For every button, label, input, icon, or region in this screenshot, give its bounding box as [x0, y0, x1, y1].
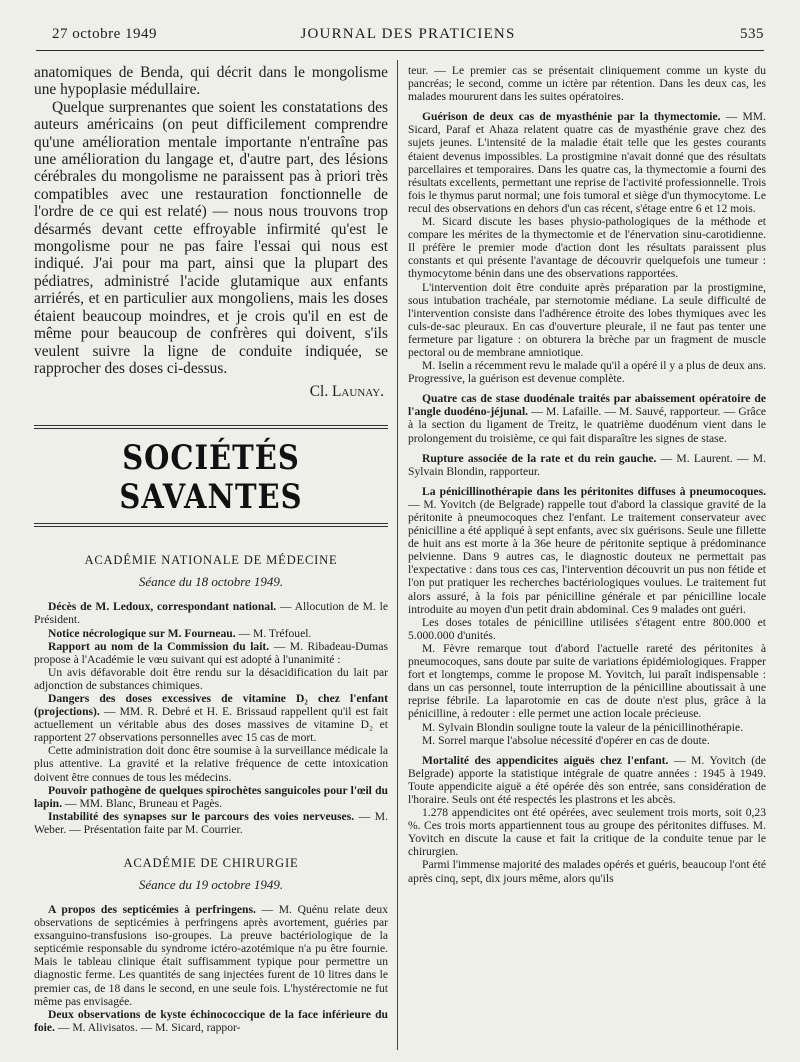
- report-item: Instabilité des synapses sur le parcours des voies nerveuses. — M. Weber. — Présentation faite par M. Courrier.: [34, 809, 388, 836]
- report-item: Cette administration doit donc être soumise à la surveillance médicale la plus attentive. La gravité et la relative fréquence de cette intoxication doivent être connues de tous les médecins.: [34, 744, 388, 784]
- report-item: Rupture associée de la rate et du rein gauche. — M. Laurent. — M. Sylvain Blondin, rapporteur.: [408, 451, 766, 478]
- signature-initial: Cl.: [309, 383, 329, 401]
- report-item: Quatre cas de stase duodénale traités par abaissement opératoire de l'angle duodéno-jéjunal. — M. Lafaille. — M. Sauvé, rapporteur. — Grâce à la section du ligament de Treitz, le quatrième duodénum vient dans le prolongement du troisième, ce qui fait disparaître les signes de stase.: [408, 392, 766, 445]
- section-rule: [34, 425, 388, 429]
- report-item: M. Fèvre remarque tout d'abord l'actuelle rareté des péritonites à pneumocoques, sans doute par suite de variations épidémiologiques. Frapper fort et longtemps, comme le propose M. Yovitch, lui paraît indispensable : dans un cas personnel, toute interruption de la pénicilline aboutissait à une reprise fébrile. La laparotomie en cas de doute n'est plus, grâce à la pénicilline, à redouter : elle permet une action locale précieuse.: [408, 641, 766, 721]
- session-date: Séance du 19 octobre 1949.: [138, 877, 284, 892]
- right-column: [408, 64, 766, 885]
- report-item: Dangers des doses excessives de vitamine D₂ chez l'enfant (projections). — MM. R. Debré et H. E. Brissaud rappellent qu'il est fait actuellement un véritable abus des doses massives de vitamine D₂ et rapportent 27 observations personnelles avec 15 cas de mort.: [34, 691, 388, 745]
- author-signature: [34, 383, 388, 401]
- page-number: 535: [740, 26, 764, 42]
- report-item: M. Sylvain Blondin souligne toute la valeur de la pénicillinothérapie.: [422, 720, 744, 734]
- journal-title: JOURNAL DES PRATICIENS: [300, 26, 516, 42]
- report-item: La pénicillinothérapie dans les péritonites diffuses à pneumocoques. — M. Yovitch (de Belgrade) rappelle tout d'abord la classique gravité de la péritonite à pneumocoques chez l'enfant. Le traitement conservateur avec pénicilline a été appliqué à sept enfants, avec six guérisons. Seule une fillette de huit ans est morte à la 36e heure de péritonite septique à prédominance pelvienne. Dans 9 autres cas, le diagnostic douteux ne permettait pas l'expectative : dans tous ces cas, l'intervention découvrit un pus non fétide et l'on put pratiquer les recherches bactériologiques voulues. Le traitement fut alors assuré, à la fois par pénicilline générale et par pénicilline locale introduite au moyen d'un petit drain abdominal. Ces 9 malades ont guéri.: [408, 484, 766, 616]
- report-item: L'intervention doit être conduite après préparation par la prostigmine, sous intubation trachéale, par sternotomie médiane. La seule difficulté de l'intervention consiste dans l'adhérence étroite des lobes thymiques avec les culs-de-sac pleuraux. En cas d'ouverture pleurale, il ne faut pas tenter une fermeture par ligature : on obturera la brèche par un fragment de muscle pectoral ou de membrane amniotique.: [408, 280, 766, 359]
- section-rule: [34, 523, 388, 527]
- report-item: Notice nécrologique sur M. Fourneau. — M. Tréfouel.: [48, 626, 312, 640]
- column-divider: [397, 60, 398, 1050]
- report-item: Parmi l'immense majorité des malades opérés et guéris, beaucoup l'ont été après cinq, sept, dix jours même, alors qu'ils: [408, 858, 766, 885]
- report-item: Rapport au nom de la Commission du lait. — M. Ribadeau-Dumas propose à l'Académie le vœu suivant qui est adopté à l'unanimité :: [34, 639, 388, 666]
- report-item: Deux observations de kyste échinococcique de la face inférieure du foie. — M. Alivisatos. — M. Sicard, rappor-: [34, 1007, 388, 1034]
- report-item: A propos des septicémies à perfringens. — M. Quénu relate deux observations de septicémies à perfringens après avortement, guéries par exsanguino-transfusions iso-groupes. La preuve bactériologique de la septicémie responsable du syndrome ictéro-azotémique n'a pu être fournie. Mais le tableau clinique était suffisamment typique pour permettre un diagnostic ferme. Les quantités de sang injectées furent de 10 litres dans le premier cas, de 18 dans le second, en une seule fois. L'hystérectomie ne fut même pas envisagée.: [34, 903, 388, 1008]
- header-date: 27 octobre 1949: [52, 26, 157, 42]
- header-rule: [36, 50, 764, 51]
- section-title: SOCIÉTÉS SAVANTES: [119, 438, 303, 517]
- paragraph: anatomiques de Benda, qui décrit dans le mongolisme une hypoplasie médullaire.: [34, 64, 388, 99]
- report-item: Un avis défavorable doit être rendu sur la désacidification du lait par adjonction de substances chimiques.: [34, 665, 388, 692]
- report-item: Mortalité des appendicites aiguës chez l'enfant. — M. Yovitch (de Belgrade) apporte la statistique intégrale de quatre années : 1945 à 1949. Toute appendicite aiguë a été opérée dès son entrée, sans considération de l'horaire. Seuls ont été respectés les plastrons et les abcès.: [408, 753, 766, 806]
- article-continuation: [34, 64, 388, 377]
- report-item: Décès de M. Ledoux, correspondant national. — Allocution de M. le Président.: [34, 600, 388, 627]
- signature-name: Launay.: [332, 383, 384, 401]
- academy-reports: [34, 600, 388, 836]
- report-item: M. Sicard discute les bases physio-pathologiques de la méthode et compare les mérites de la thymectomie et de l'énervation sinu-carotidienne. Il préfère le premier mode d'action dont les résultats paraissent plus constants et qui présente l'avantage de découvrir quelquefois une tumeur : thymocytome bénin dans une des observations rapportées.: [408, 215, 766, 281]
- report-item: Guérison de deux cas de myasthénie par la thymectomie. — MM. Sicard, Paraf et Ahaza relatent quatre cas de myasthénie grave chez des sujets jeunes. L'intensité de la maladie était telle que les gestes courants étaient devenus impossibles. La prostigmine n'avait donné que des résultats parcellaires et temporaires. Dans les quatre cas, la thymectomie a fourni des résultats excellents, permettant une reprise de l'activité professionnelle. Trois fois le thymus parut normal; une fois tumoral et siège d'un thymocytome. Le recul des observations en dehors d'un cas récent, s'étage entre 6 et 12 mois.: [408, 110, 766, 215]
- report-item: Les doses totales de pénicilline utilisées s'étagent entre 800.000 et 5.000.000 d'unités.: [408, 615, 766, 642]
- left-column: [34, 64, 388, 1034]
- academy-reports-continued: [408, 64, 766, 885]
- session-date: Séance du 18 octobre 1949.: [138, 574, 284, 590]
- report-item: teur. — Le premier cas se présentait cliniquement comme un kyste du pancréas; le second, comme un ictère par rétention. Dans les deux cas, les malades moururent dans les suites opératoires.: [408, 64, 766, 104]
- academy-heading: ACADÉMIE DE CHIRURGIE: [123, 856, 299, 870]
- report-item: M. Sorrel marque l'absolue nécessité d'opérer en cas de doute.: [422, 733, 710, 747]
- report-item: M. Iselin a récemment revu le malade qu'il a opéré il y a plus de deux ans. Progressive, la guérison est devenue complète.: [408, 359, 766, 386]
- report-item: 1.278 appendicites ont été opérées, avec seulement trois morts, soit 0,23 %. Ces trois morts appartiennent tous au groupe des péritonites diffuses. M. Yovitch en discute la cause et fait la critique de la conduite tenue par le chirurgien.: [408, 806, 766, 859]
- report-item: Pouvoir pathogène de quelques spirochètes sanguicoles pour l'œil du lapin. — MM. Blanc, Bruneau et Pagès.: [34, 783, 388, 810]
- running-header: [52, 26, 764, 48]
- academy-reports: [34, 903, 388, 1034]
- paragraph: Quelque surprenantes que soient les constatations des auteurs américains (on peut difficilement comprendre qu'une amélioration mentale importante n'entraîne pas une amélioration du langage et, d'autre part, des lésions cérébrales du mongolisme ne paraissent pas à priori très compatibles avec une restauration fonctionnelle de l'ordre de ce qui est relaté) — nous nous trouvons trop désarmés devant cette effroyable infirmité qu'est le mongolisme pour ne pas faire l'essai qui nous est indiqué. J'ai pour ma part, ainsi que la plupart des pédiatres, administré l'acide glutamique aux enfants arriérés, et en particulier aux mongoliens, mais les doses étaient beaucoup moindres, et je crois qu'il en est de même pour beaucoup de confrères qui doivent, s'ils veulent suivre la ligne de conduite indiquée, se rapprocher des doses ci-dessus.: [34, 98, 388, 377]
- academy-heading: ACADÉMIE NATIONALE DE MÉDECINE: [84, 553, 338, 568]
